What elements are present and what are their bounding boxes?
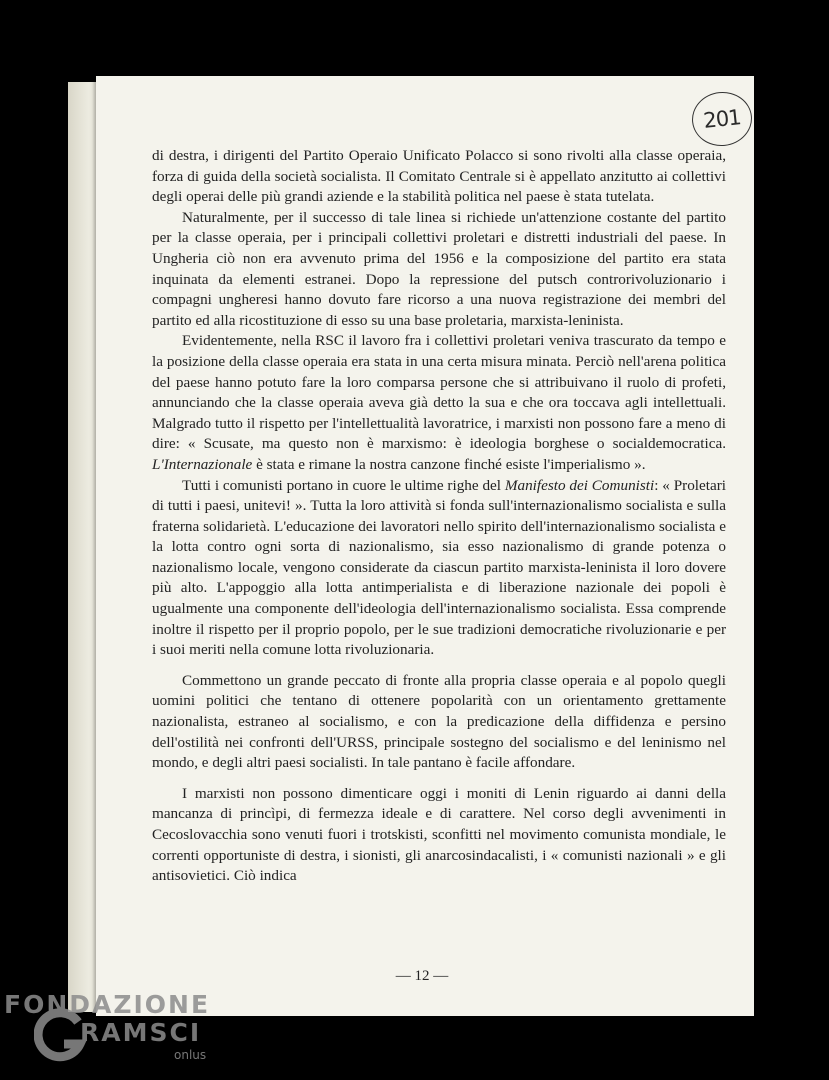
paragraph: di destra, i dirigenti del Partito Operaio Unificato Polacco si sono rivolti alla classe operaia, forza di guida della società socialista. Il Comitato Centrale si è appellato anzitutto ai collettivi degli operai delle più grandi aziende e la stabilità politica nel paese è stata tutelata.	[152, 147, 726, 206]
page-number: — 12 —	[395, 968, 449, 984]
italic-title: Manifesto dei Comunisti	[504, 476, 655, 494]
watermark-line2: RAMSCI	[80, 1018, 202, 1047]
paragraph-text: : « Proletari di tutti i paesi, unitevi! ». Tutta la loro attività si fonda sull'internazionalismo socialista e sulla fraterna solidarietà. L'educazione dei lavoratori nello spirito dell'internazionalismo socialista e la lotta contro ogni sorta di nazionalismo, sia esso nazionalismo di grande potenza o nazionalismo locale, vengono considerate da ciascun partito marxista-leninista il loro dovere più alto. L'appoggio alla lotta antimperialista e di liberazione nazionale dei popoli è ugualmente una componente dell'ideologia dell'internazionalismo socialista. Essa comprende inoltre il rispetto per il proprio popolo, per le sue tradizioni democratiche rivoluzionarie e per i suoi meriti nella comune lotta rivoluzionaria.	[152, 476, 727, 659]
paragraph	[152, 476, 726, 661]
paragraph: Naturalmente, per il successo di tale linea si richiede un'attenzione costante del partito per la classe operaia, per i principali collettivi proletari e distretti industriali del paese. In Ungheria ciò non era avvenuto prima del 1956 e la composizione del partito era stata inquinata da elementi estranei. Dopo la repressione del putsch controrivoluzionario i compagni ungheresi hanno dovuto fare ricorso a una nuova registrazione dei membri del partito ed alla ricostituzione di esso su una base proletaria, marxista-leninista.	[152, 208, 726, 329]
archive-number-text: 201	[702, 105, 742, 133]
paragraph-text: Tutti i comunisti portano in cuore le ultime righe del	[182, 476, 502, 494]
italic-title: L'Internazionale	[152, 455, 253, 473]
watermark-line3: onlus	[174, 1048, 207, 1062]
body-text	[152, 146, 726, 887]
paragraph: Commettono un grande peccato di fronte alla propria classe operaia e al popolo quegli uomini politici che tentano di ottenere popolarità con un orientamento grettamente nazionalista, estraneo al socialismo, e con la predicazione della diffidenza e persino dell'ostilità nei confronti dell'URSS, principale sostegno del socialismo e del leninismo nel mondo, e degli altri paesi socialisti. In tale pantano è facile affondare.	[152, 671, 726, 772]
fondazione-gramsci-watermark	[4, 990, 214, 1080]
paragraph-text: Evidentemente, nella RSC il lavoro fra i collettivi proletari veniva trascurato da tempo e la posizione della classe operaia era stata in una certa misura minata. Perciò nell'arena politica del paese hanno potuto fare la loro comparsa persone che si attribuivano il ruolo di profeti, annunciando che la classe operaia aveva già detto la sua e che ora toccava agli intellettuali. Malgrado tutto il rispetto per l'intellettualità lavoratrice, i marxisti non possono fare a meno di dire: « Scusate, ma questo non è marxismo: è ideologia borghese o socialdemocratica.	[152, 332, 726, 453]
paragraph-text: è stata e rimane la nostra canzone finché esiste l'imperialismo ».	[252, 455, 646, 473]
watermark-line1: FONDAZIONE	[4, 990, 211, 1019]
paragraph: I marxisti non possono dimenticare oggi i moniti di Lenin riguardo ai danni della mancanza di princìpi, di fermezza ideale e di carattere. Nel corso degli avvenimenti in Cecoslovacchia sono venuti fuori i trotskisti, sconfitti nel movimento comunista mondiale, le correnti opportuniste di destra, i sionisti, gli anarcosindacalisti, i « comunisti nazionali » e gli antisovietici. Ciò indica	[152, 784, 726, 885]
paragraph	[152, 331, 726, 475]
